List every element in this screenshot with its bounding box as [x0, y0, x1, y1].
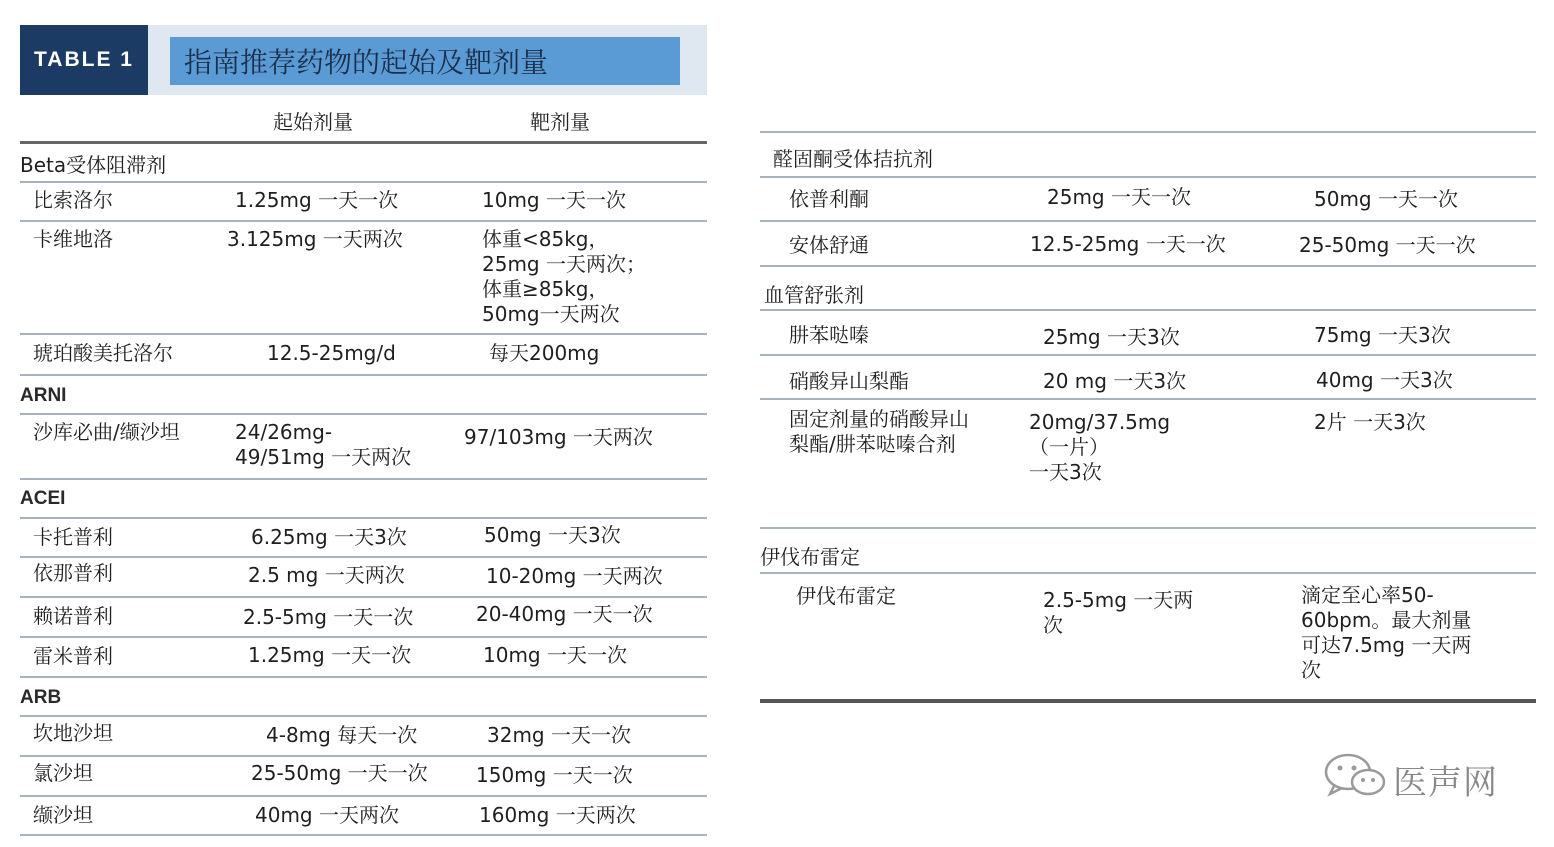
start-dose: 2.5 mg 一天两次 — [248, 563, 405, 587]
divider — [20, 374, 707, 376]
target-dose-line: 体重≥85kg， — [482, 277, 609, 301]
divider — [760, 354, 1536, 356]
target-dose-line: 体重<85kg， — [482, 227, 609, 251]
start-dose: 4-8mg 每天一次 — [266, 723, 418, 747]
divider — [760, 572, 1536, 574]
divider — [760, 265, 1536, 267]
start-dose: 25-50mg 一天一次 — [251, 761, 428, 785]
divider — [20, 795, 707, 797]
column-header-start: 起始剂量 — [273, 110, 353, 134]
divider — [20, 556, 707, 558]
table-bottom-rule — [760, 699, 1536, 703]
table-title-text: 指南推荐药物的起始及靶剂量 — [184, 46, 549, 79]
table-title — [170, 37, 680, 85]
category-vasodilator: 血管舒张剂 — [764, 283, 864, 307]
target-dose: 97/103mg 一天两次 — [464, 425, 653, 449]
divider — [760, 131, 1536, 133]
drug-name: 缬沙坦 — [33, 803, 93, 827]
start-dose-line: 次 — [1043, 613, 1063, 637]
drug-name: 依那普利 — [33, 561, 113, 585]
start-dose: 2.5-5mg 一天一次 — [243, 605, 414, 629]
target-dose: 40mg 一天3次 — [1316, 368, 1453, 392]
drug-name: 卡托普利 — [33, 525, 113, 549]
target-dose-line: 次 — [1301, 658, 1321, 682]
category-beta-blocker: Beta受体阻滞剂 — [20, 153, 167, 177]
target-dose: 20-40mg 一天一次 — [476, 602, 653, 626]
drug-name: 雷米普利 — [33, 644, 113, 668]
target-dose: 160mg 一天两次 — [479, 803, 636, 827]
target-dose-line: 25mg 一天两次； — [482, 252, 646, 276]
drug-name: 坎地沙坦 — [33, 721, 113, 745]
start-dose: 40mg 一天两次 — [255, 803, 399, 827]
start-dose: 20 mg 一天3次 — [1043, 369, 1187, 393]
category-mra: 醛固酮受体拮抗剂 — [773, 147, 933, 171]
divider — [760, 220, 1536, 222]
drug-name-line: 梨酯/肼苯哒嗪合剂 — [789, 432, 956, 456]
divider — [20, 596, 707, 598]
start-dose: 1.25mg 一天一次 — [235, 188, 399, 212]
drug-name: 硝酸异山梨酯 — [789, 369, 909, 393]
start-dose-line: 49/51mg 一天两次 — [235, 445, 412, 469]
start-dose: 25mg 一天一次 — [1047, 185, 1191, 209]
start-dose-line: 一天3次 — [1029, 460, 1102, 484]
divider — [20, 413, 707, 415]
start-dose: 12.5-25mg/d — [267, 341, 396, 365]
start-dose-line: 20mg/37.5mg — [1029, 410, 1171, 434]
drug-name: 安体舒通 — [789, 233, 869, 257]
start-dose: 3.125mg 一天两次 — [227, 227, 403, 251]
category-arb: ARB — [20, 687, 62, 708]
divider — [760, 176, 1536, 178]
divider — [20, 636, 707, 638]
start-dose-line: 24/26mg- — [235, 420, 333, 444]
divider — [20, 834, 707, 836]
start-dose: 25mg 一天3次 — [1043, 325, 1180, 349]
table-badge: TABLE 1 — [20, 25, 148, 95]
divider — [20, 676, 707, 678]
target-dose: 10-20mg 一天两次 — [486, 564, 663, 588]
start-dose: 12.5-25mg 一天一次 — [1030, 232, 1226, 256]
target-dose: 25-50mg 一天一次 — [1299, 233, 1476, 257]
divider — [20, 517, 707, 519]
target-dose: 75mg 一天3次 — [1314, 323, 1451, 347]
drug-name: 氯沙坦 — [33, 761, 93, 785]
drug-name: 卡维地洛 — [33, 227, 113, 251]
divider — [20, 715, 707, 717]
target-dose: 2片 一天3次 — [1314, 410, 1426, 434]
category-ivabradine: 伊伐布雷定 — [760, 545, 860, 569]
target-dose-line: 50mg一天两次 — [482, 302, 620, 326]
divider — [20, 333, 707, 335]
target-dose: 50mg 一天一次 — [1314, 187, 1458, 211]
start-dose: 6.25mg 一天3次 — [251, 525, 407, 549]
start-dose-line: 2.5-5mg 一天两 — [1043, 588, 1194, 612]
column-header-target: 靶剂量 — [530, 110, 590, 134]
target-dose: 10mg 一天一次 — [483, 643, 627, 667]
drug-name: 依普利酮 — [789, 187, 869, 211]
divider — [20, 141, 707, 144]
target-dose: 32mg 一天一次 — [487, 723, 631, 747]
divider — [20, 478, 707, 480]
drug-name: 肼苯哒嗪 — [789, 323, 869, 347]
target-dose: 10mg 一天一次 — [482, 188, 626, 212]
start-dose-line: （一片） — [1029, 435, 1109, 459]
target-dose-line: 可达7.5mg 一天两 — [1301, 633, 1472, 657]
target-dose: 50mg 一天3次 — [484, 523, 621, 547]
target-dose-line: 60bpm。最大剂量 — [1301, 608, 1472, 632]
divider — [20, 755, 707, 757]
drug-name: 沙库必曲/缬沙坦 — [33, 420, 180, 444]
divider — [760, 527, 1536, 529]
divider — [20, 181, 707, 183]
drug-name-line: 固定剂量的硝酸异山 — [789, 407, 969, 431]
drug-name: 赖诺普利 — [33, 604, 113, 628]
drug-name: 伊伐布雷定 — [796, 584, 896, 608]
divider — [760, 398, 1536, 400]
target-dose: 每天200mg — [489, 341, 600, 365]
divider — [760, 309, 1536, 311]
wechat-icon — [1320, 750, 1390, 800]
category-acei: ACEI — [20, 488, 66, 509]
start-dose: 1.25mg 一天一次 — [248, 643, 412, 667]
target-dose-line: 滴定至心率50- — [1301, 583, 1434, 607]
target-dose: 150mg 一天一次 — [476, 763, 633, 787]
drug-name: 比索洛尔 — [33, 188, 113, 212]
category-arni: ARNI — [20, 385, 67, 406]
watermark-text: 医声网 — [1393, 763, 1498, 803]
divider — [20, 220, 707, 222]
drug-name: 琥珀酸美托洛尔 — [33, 341, 173, 365]
